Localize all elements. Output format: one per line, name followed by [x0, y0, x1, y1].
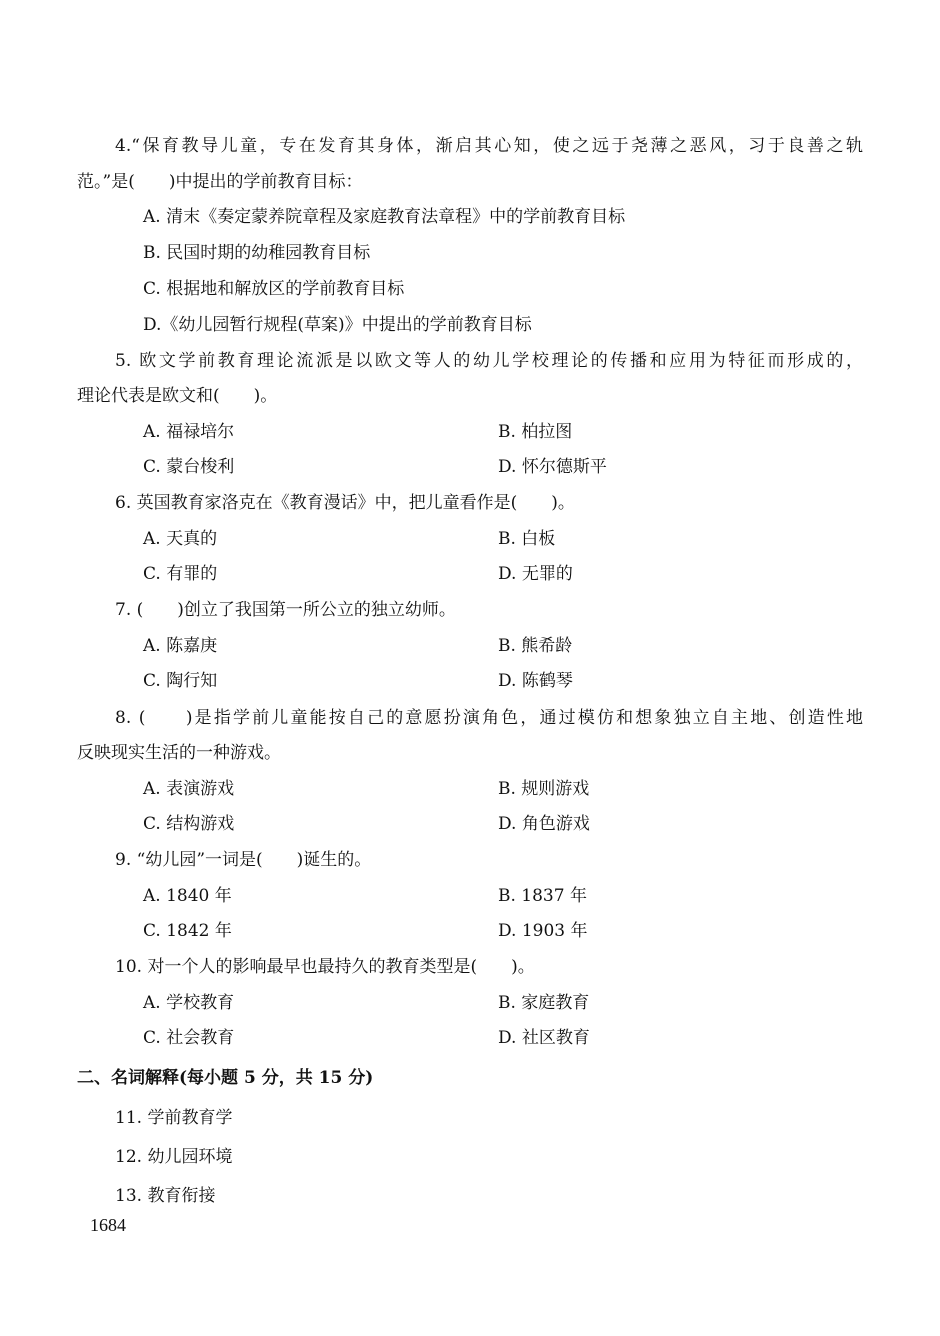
q4-option-d: D.《幼儿园暂行规程(草案)》中提出的学前教育目标 — [143, 315, 532, 335]
section-heading: 二、名词解释(每小题 5 分，共 15 分) — [77, 1068, 374, 1088]
term-11: 11. 学前教育学 — [115, 1108, 233, 1128]
q6-option-c: C. 有罪的 — [143, 564, 218, 584]
term-12: 12. 幼儿园环境 — [115, 1147, 233, 1167]
q9-option-c: C. 1842 年 — [143, 921, 232, 941]
q10-option-a: A. 学校教育 — [143, 993, 235, 1013]
q4-option-b: B. 民国时期的幼稚园教育目标 — [143, 243, 371, 263]
q10-option-d: D. 社区教育 — [498, 1028, 590, 1048]
q7-stem: 7. ( )创立了我国第一所公立的独立幼师。 — [115, 600, 456, 620]
q4-stem-line1: 4.“保育教导儿童，专在发育其身体，渐启其心知，使之远于尧薄之恶风，习于良善之轨 — [115, 136, 863, 156]
q5-stem-line1: 5. 欧文学前教育理论流派是以欧文等人的幼儿学校理论的传播和应用为特征而形成的， — [115, 351, 863, 371]
page-number: 1684 — [90, 1215, 126, 1235]
q9-stem: 9. “幼儿园”一词是( )诞生的。 — [115, 850, 372, 870]
q7-option-c: C. 陶行知 — [143, 671, 218, 691]
q7-option-d: D. 陈鹤琴 — [498, 671, 573, 691]
q5-option-d: D. 怀尔德斯平 — [498, 457, 607, 477]
q8-option-b: B. 规则游戏 — [498, 779, 590, 799]
q5-option-a: A. 福禄培尔 — [143, 422, 235, 442]
q4-option-a: A. 清末《奏定蒙养院章程及家庭教育法章程》中的学前教育目标 — [143, 207, 626, 227]
q7-option-a: A. 陈嘉庚 — [143, 636, 218, 656]
q5-option-b: B. 柏拉图 — [498, 422, 573, 442]
q5-stem-line2: 理论代表是欧文和( )。 — [77, 386, 278, 406]
q7-option-b: B. 熊希龄 — [498, 636, 573, 656]
q6-stem: 6. 英国教育家洛克在《教育漫话》中，把儿童看作是( )。 — [115, 493, 575, 513]
term-13: 13. 教育衔接 — [115, 1186, 216, 1206]
q10-option-c: C. 社会教育 — [143, 1028, 235, 1048]
q10-stem: 10. 对一个人的影响最早也最持久的教育类型是( )。 — [115, 957, 535, 977]
q8-option-c: C. 结构游戏 — [143, 814, 235, 834]
q9-option-b: B. 1837 年 — [498, 886, 587, 906]
q8-option-d: D. 角色游戏 — [498, 814, 590, 834]
q9-option-d: D. 1903 年 — [498, 921, 588, 941]
q6-option-a: A. 天真的 — [143, 529, 218, 549]
q9-option-a: A. 1840 年 — [143, 886, 232, 906]
q8-stem-line2: 反映现实生活的一种游戏。 — [77, 743, 281, 763]
q5-option-c: C. 蒙台梭利 — [143, 457, 235, 477]
q6-option-b: B. 白板 — [498, 529, 556, 549]
q4-option-c: C. 根据地和解放区的学前教育目标 — [143, 279, 405, 299]
q10-option-b: B. 家庭教育 — [498, 993, 590, 1013]
q8-option-a: A. 表演游戏 — [143, 779, 235, 799]
q4-stem-line2: 范。”是( )中提出的学前教育目标： — [77, 172, 363, 192]
q6-option-d: D. 无罪的 — [498, 564, 573, 584]
q8-stem-line1: 8. ( )是指学前儿童能按自己的意愿扮演角色，通过模仿和想象独立自主地、创造性地 — [115, 708, 863, 728]
